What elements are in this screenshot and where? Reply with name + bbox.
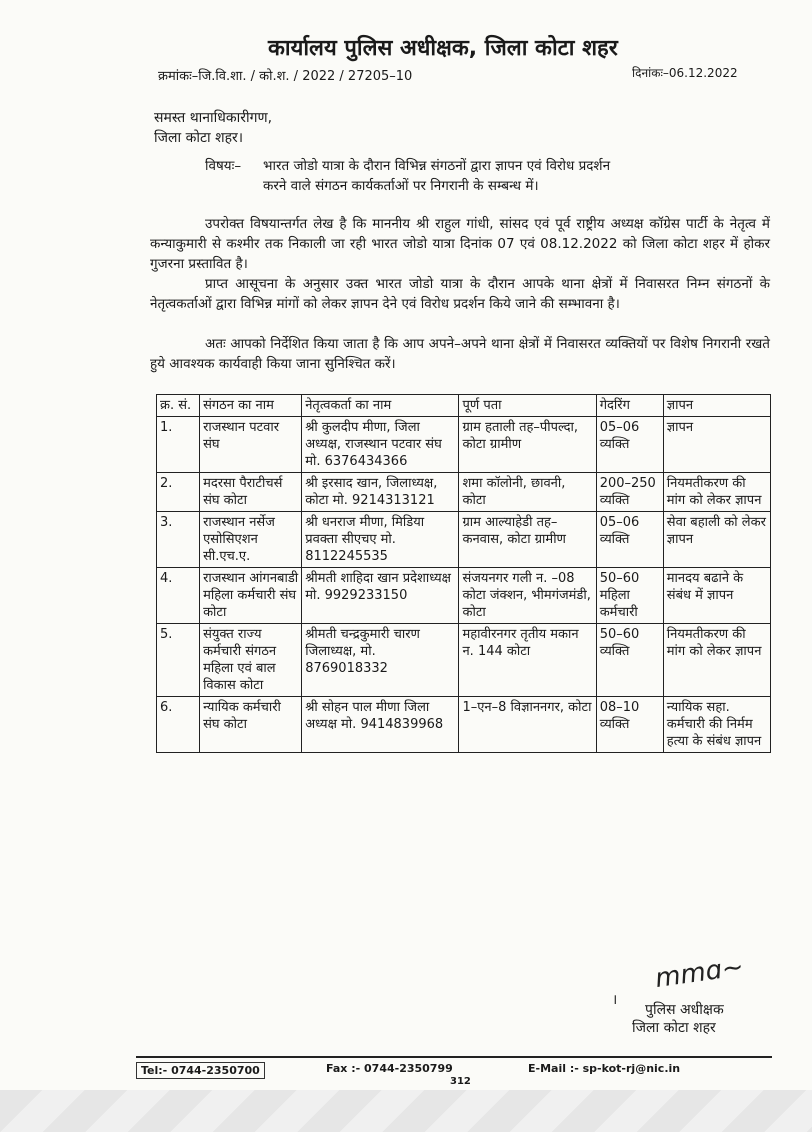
reference-number: क्रमांकः–जि.वि.शा. / को.श. / 2022 / 27205–10 — [158, 69, 413, 84]
office-title: कार्यालय पुलिस अधीक्षक, जिला कोटा शहर — [268, 36, 618, 61]
cell-memorandum: नियमतीकरण की मांग को लेकर ज्ञापन — [663, 624, 770, 697]
footer-divider — [136, 1056, 772, 1058]
cell-serial: 1. — [157, 417, 200, 473]
header-memorandum: ज्ञापन — [663, 395, 770, 417]
background-pattern — [0, 1090, 812, 1132]
cell-memorandum: मानदय बढाने के संबंध में ज्ञापन — [663, 568, 770, 624]
cell-organization: न्यायिक कर्मचारी संघ कोटा — [200, 697, 302, 753]
signatory-designation: पुलिस अधीक्षक — [645, 1002, 724, 1018]
cell-organization: मदरसा पैराटीचर्स संघ कोटा — [200, 473, 302, 512]
signature-tick: । — [612, 992, 618, 1008]
cell-gathering: 05–06 व्यक्ति — [596, 417, 663, 473]
cell-serial: 3. — [157, 512, 200, 568]
table-row — [157, 512, 771, 568]
cell-leader: श्री कुलदीप मीणा, जिला अध्यक्ष, राजस्थान पटवार संघ मो. 6376434366 — [302, 417, 459, 473]
table-row — [157, 624, 771, 697]
cell-serial: 4. — [157, 568, 200, 624]
table-row — [157, 697, 771, 753]
cell-address: ग्राम हताली तह–पीपल्दा, कोटा ग्रामीण — [459, 417, 596, 473]
cell-gathering: 50–60 व्यक्ति — [596, 624, 663, 697]
organizations-table — [156, 394, 771, 753]
cell-gathering: 05–06 व्यक्ति — [596, 512, 663, 568]
header-gathering: गेदरिंग — [596, 395, 663, 417]
subject-line-2: करने वाले संगठन कार्यकर्ताओं पर निगरानी के सम्बन्ध में। — [263, 178, 539, 194]
cell-leader: श्री धनराज मीणा, मिडिया प्रवक्ता सीएचए मो. 8112245535 — [302, 512, 459, 568]
cell-address: 1–एन–8 विज्ञाननगर, कोटा — [459, 697, 596, 753]
table-row — [157, 417, 771, 473]
addressee-line-2: जिला कोटा शहर। — [154, 130, 244, 146]
cell-leader: श्रीमती शाहिदा खान प्रदेशाध्यक्ष मो. 9929233150 — [302, 568, 459, 624]
cell-memorandum: ज्ञापन — [663, 417, 770, 473]
table-row — [157, 473, 771, 512]
cell-memorandum: न्यायिक सहा. कर्मचारी की निर्मम हत्या के संबंध ज्ञापन — [663, 697, 770, 753]
cell-organization: राजस्थान आंगनबाडी महिला कर्मचारी संघ कोटा — [200, 568, 302, 624]
header-address: पूर्ण पता — [459, 395, 596, 417]
cell-address: शमा कॉलोनी, छावनी, कोटा — [459, 473, 596, 512]
cell-leader: श्रीमती चन्द्रकुमारी चारण जिलाध्यक्ष, मो. 8769018332 — [302, 624, 459, 697]
subject-label: विषयः– — [205, 158, 242, 174]
header-serial: क्र. सं. — [157, 395, 200, 417]
cell-address: संजयनगर गली न. –08 कोटा जंक्शन, भीमगंजमंडी, कोटा — [459, 568, 596, 624]
cell-memorandum: सेवा बहाली को लेकर ज्ञापन — [663, 512, 770, 568]
cell-gathering: 200–250 व्यक्ति — [596, 473, 663, 512]
cell-leader: श्री इरसाद खान, जिलाध्यक्ष, कोटा मो. 9214313121 — [302, 473, 459, 512]
body-paragraph-3: अतः आपको निर्देशित किया जाता है कि आप अपने–अपने थाना क्षेत्रों में निवासरत व्यक्तियों पर विशेष निगरानी रखते हुये आवश्यक कार्यवाही किया जाना सुनिश्चित करें। — [150, 336, 770, 372]
footer-telephone: Tel:- 0744-2350700 — [136, 1062, 265, 1079]
cell-address: ग्राम आल्याहेडी तह–कनवास, कोटा ग्रामीण — [459, 512, 596, 568]
footer-fax: Fax :- 0744-2350799 — [326, 1062, 453, 1075]
cell-serial: 2. — [157, 473, 200, 512]
cell-organization: राजस्थान नर्सेज एसोसिएशन सी.एच.ए. — [200, 512, 302, 568]
cell-memorandum: नियमतीकरण की मांग को लेकर ज्ञापन — [663, 473, 770, 512]
cell-leader: श्री सोहन पाल मीणा जिला अध्यक्ष मो. 9414839968 — [302, 697, 459, 753]
cell-serial: 5. — [157, 624, 200, 697]
cell-organization: राजस्थान पटवार संघ — [200, 417, 302, 473]
body-paragraph-2: प्राप्त आसूचना के अनुसार उक्त भारत जोडो यात्रा के दौरान आपके थाना क्षेत्रों में निवासरत निम्न संगठनों के नेतृत्वकर्ताओं द्वारा विभिन्न मांगों को लेकर ज्ञापन देने एवं विरोध प्रदर्शन किये जाने की सम्भावना है। — [150, 276, 770, 312]
cell-gathering: 08–10 व्यक्ति — [596, 697, 663, 753]
letter-date: दिनांकः–06.12.2022 — [632, 66, 738, 80]
subject — [205, 156, 785, 196]
addressee-line-1: समस्त थानाधिकारीगण, — [154, 110, 273, 126]
page-number: 312 — [450, 1076, 471, 1087]
header-organization: संगठन का नाम — [200, 395, 302, 417]
signature-scribble: mmɑ~ — [653, 951, 746, 995]
cell-organization: संयुक्त राज्य कर्मचारी संगठन महिला एवं बाल विकास कोटा — [200, 624, 302, 697]
cell-gathering: 50–60 महिला कर्मचारी — [596, 568, 663, 624]
cell-address: महावीरनगर तृतीय मकान न. 144 कोटा — [459, 624, 596, 697]
table-header-row — [157, 395, 771, 417]
footer-email: E-Mail :- sp-kot-rj@nic.in — [528, 1062, 681, 1075]
body-paragraph-1: उपरोक्त विषयान्तर्गत लेख है कि माननीय श्री राहुल गांधी, सांसद एवं पूर्व राष्ट्रीय अध्यक्ष कॉग्रेस पार्टी के नेतृत्व में कन्याकुमारी से कश्मीर तक निकाली जा रही भारत जोडो यात्रा दिनांक 07 एवं 08.12.2022 को जिला कोटा शहर में होकर गुजरना प्रस्तावित है। — [150, 216, 770, 272]
header-leader: नेतृत्वकर्ता का नाम — [302, 395, 459, 417]
table-row — [157, 568, 771, 624]
signatory-district: जिला कोटा शहर — [632, 1020, 716, 1036]
subject-line-1: भारत जोडो यात्रा के दौरान विभिन्न संगठनों द्वारा ज्ञापन एवं विरोध प्रदर्शन — [263, 158, 611, 174]
cell-serial: 6. — [157, 697, 200, 753]
